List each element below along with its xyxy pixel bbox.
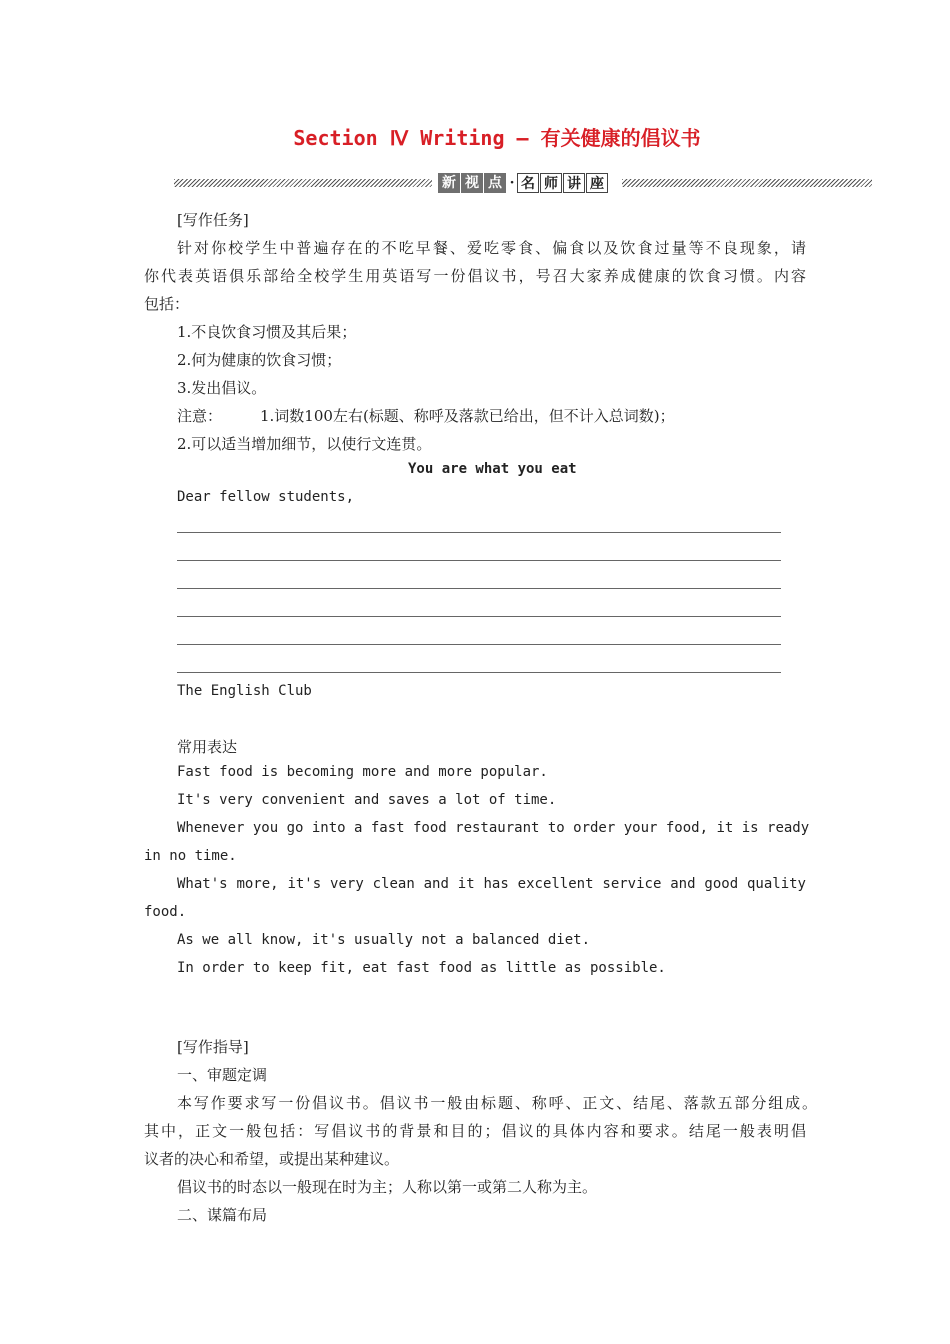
- banner-hatch-right: [622, 179, 872, 187]
- badge-char: 视: [461, 173, 483, 193]
- badge-char: 讲: [563, 173, 585, 193]
- answer-line: [177, 672, 781, 673]
- expression-line: In order to keep fit, eat fast food as little as possible.: [177, 960, 666, 976]
- guide-section-heading: 一、审题定调: [177, 1066, 268, 1084]
- guide-section-heading: 二、谋篇布局: [177, 1206, 268, 1224]
- answer-line: [177, 560, 781, 561]
- badge-char: 新: [438, 173, 460, 193]
- guide-paragraph-line: 其中，正文一般包括：写倡议书的背景和目的；倡议的具体内容和要求。结尾一般表明倡: [144, 1122, 806, 1140]
- task-intro-line: 针对你校学生中普遍存在的不吃早餐、爱吃零食、偏食以及饮食过量等不良现象，请: [177, 239, 806, 257]
- expression-line: Whenever you go into a fast food restaurant to order your food, it is ready: [177, 820, 810, 836]
- task-item: 3.发出倡议。: [177, 379, 267, 397]
- badge-char: 名: [517, 173, 539, 193]
- banner-badge: [438, 172, 609, 194]
- task-item: 2.何为健康的饮食习惯；: [177, 351, 342, 369]
- guide-paragraph: 倡议书的时态以一般现在时为主；人称以第一或第二人称为主。: [177, 1178, 598, 1196]
- title-en: Section Ⅳ Writing —: [293, 126, 541, 150]
- expression-line: As we all know, it's usually not a balanced diet.: [177, 932, 591, 948]
- guide-heading: [写作指导]: [177, 1038, 249, 1056]
- badge-char: 座: [586, 173, 608, 193]
- answer-line: [177, 532, 781, 533]
- task-intro-line: 包括：: [144, 295, 190, 313]
- note-item: 2.可以适当增加细节，以使行文连贯。: [177, 435, 432, 453]
- expression-line: in no time.: [144, 848, 237, 864]
- answer-line: [177, 616, 781, 617]
- expression-line: It's very convenient and saves a lot of time.: [177, 792, 557, 808]
- signoff: The English Club: [177, 683, 312, 699]
- note-label: 注意：: [177, 407, 223, 425]
- answer-line: [177, 644, 781, 645]
- expression-line: What's more, it's very clean and it has excellent service and good quality: [177, 876, 806, 892]
- banner-hatch-left: [174, 179, 432, 187]
- expression-line: Fast food is becoming more and more popular.: [177, 764, 548, 780]
- task-intro-line: 你代表英语俱乐部给全校学生用英语写一份倡议书，号召大家养成健康的饮食习惯。内容: [144, 267, 806, 285]
- expressions-heading: 常用表达: [177, 738, 238, 756]
- salutation: Dear fellow students,: [177, 489, 355, 505]
- title-zh: 有关健康的倡议书: [540, 126, 701, 150]
- answer-line: [177, 588, 781, 589]
- guide-paragraph-line: 本写作要求写一份倡议书。倡议书一般由标题、称呼、正文、结尾、落款五部分组成。: [177, 1094, 817, 1112]
- essay-title: You are what you eat: [408, 461, 577, 477]
- expression-line: food.: [144, 904, 187, 920]
- task-item: 1.不良饮食习惯及其后果；: [177, 323, 357, 341]
- guide-paragraph-line: 议者的决心和希望，或提出某种建议。: [144, 1150, 400, 1168]
- badge-separator: ·: [509, 175, 515, 191]
- badge-char: 点: [484, 173, 506, 193]
- badge-char: 师: [540, 173, 562, 193]
- section-banner: [174, 172, 872, 194]
- page-title: [0, 122, 950, 151]
- note-item: 1.词数100左右(标题、称呼及落款已给出，但不计入总词数)；: [260, 407, 675, 425]
- task-heading: [写作任务]: [177, 211, 249, 229]
